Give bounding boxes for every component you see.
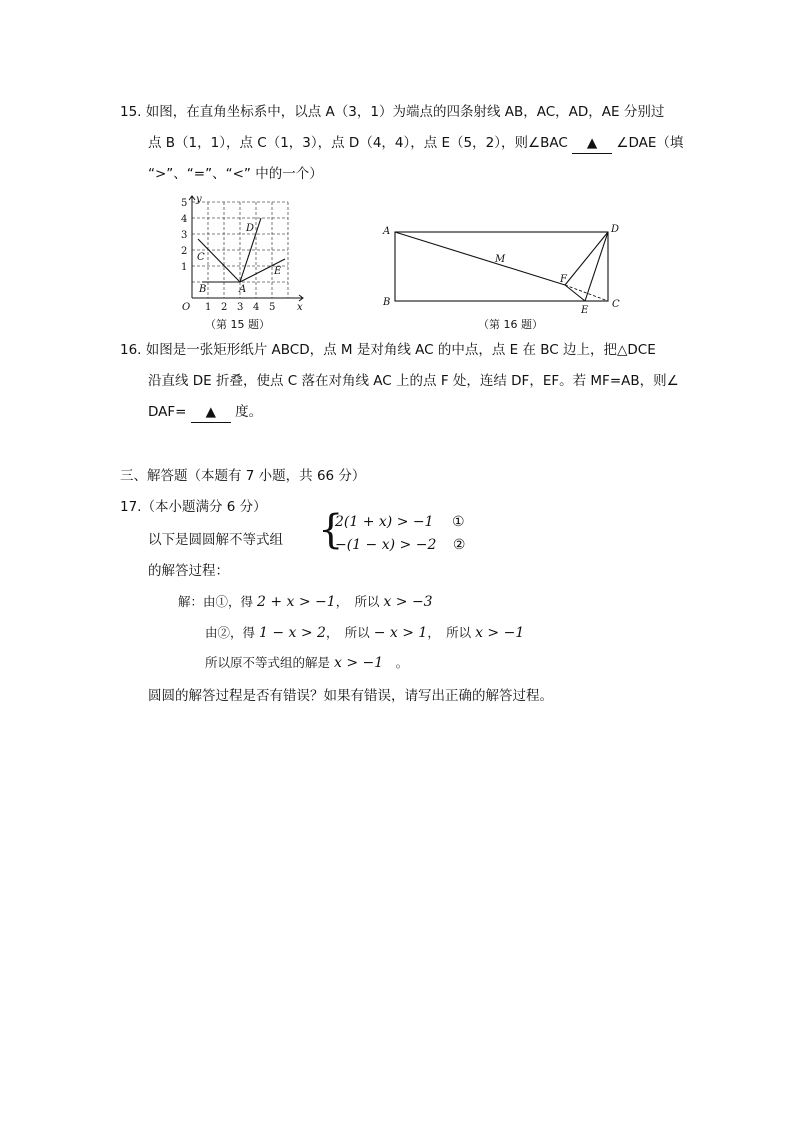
q17-inequality-2 (335, 535, 465, 555)
fig15-y-tick-4: 4 (181, 214, 188, 225)
fig16-point-e: E (581, 305, 589, 316)
sol3-prefix: 所以原不等式组的解是 (205, 655, 334, 670)
sol3-end: 。 (383, 655, 409, 670)
sol1-so: ， 所以 (335, 594, 384, 609)
q17-solution-line1 (178, 592, 433, 612)
fig16-point-c: C (612, 299, 620, 310)
fig15-x-tick-4: 4 (253, 302, 260, 313)
fig15-y-tick-1: 1 (181, 262, 188, 273)
sol1-expr: 2 + x > −1 (256, 594, 336, 610)
fig16-point-a: A (383, 226, 391, 237)
fig15-y-axis-label: y (196, 194, 202, 205)
q15-line3: “>”、“=”、“<” 中的一个） (148, 166, 323, 182)
sol1-result: x > −3 (383, 594, 433, 610)
fig16-point-b: B (383, 297, 391, 308)
q17-heading: 17.（本小题满分 6 分） (120, 499, 267, 515)
fig15-x-tick-5: 5 (269, 302, 276, 313)
fig16-point-f: F (560, 274, 567, 285)
q16-line1: 16. 如图是一张矩形纸片 ABCD，点 M 是对角线 AC 的中点，点 E 在 BC 边上，把△DCE (120, 342, 656, 358)
fig15-point-a: A (239, 284, 247, 295)
fig16-caption: （第 16 题） (478, 318, 543, 331)
fig16-point-d: D (611, 224, 620, 235)
fig15-x-axis-label: x (297, 302, 303, 313)
q16-line3-end: 度。 (235, 404, 263, 420)
q15-line1: 15. 如图，在直角坐标系中，以点 A（3，1）为端点的四条射线 AB，AC，AD，AE 分别过 (120, 104, 665, 120)
section-heading: 三、解答题（本题有 7 小题，共 66 分） (120, 468, 366, 484)
sol2-so2: ， 所以 (427, 625, 476, 640)
fig16-point-m: M (495, 254, 506, 265)
fig15-y-tick-3: 3 (181, 230, 188, 241)
q16-line2: 沿直线 DE 折叠，使点 C 落在对角线 AC 上的点 F 处，连结 DF，EF。若 MF=AB，则∠ (148, 373, 679, 389)
fig15-x-tick-2: 2 (221, 302, 228, 313)
sol1-prefix: 解：由①，得 (178, 594, 257, 609)
figure-16-rectangle-fold (378, 218, 628, 334)
inequality-1-text: 2(1 + x) > −1 (335, 514, 434, 530)
figure-15-coordinate-grid (175, 192, 315, 334)
sol3-result: x > −1 (333, 655, 384, 671)
fig15-point-c: C (197, 252, 205, 263)
fig15-x-tick-1: 1 (205, 302, 212, 313)
q16-answer-blank: ▲ (191, 402, 231, 423)
inequality-2-text: −(1 − x) > −2 (335, 537, 437, 553)
inequality-1-mark: ① (452, 514, 465, 530)
fig15-caption: （第 15 题） (205, 318, 270, 331)
inequality-2-mark: ② (452, 537, 466, 553)
system-brace: { (318, 507, 344, 553)
q17-inequality-1 (335, 512, 465, 532)
q15-line2-text: 点 B（1，1），点 C（1，3），点 D（4，4），点 E（5，2），则∠BAC (148, 135, 568, 151)
q15-answer-blank: ▲ (572, 133, 612, 154)
fig15-point-d: D (246, 223, 255, 234)
sol2-expr: 1 − x > 2 (258, 625, 326, 641)
q17-question: 圆圆的解答过程是否有错误？如果有错误，请写出正确的解答过程。 (148, 688, 553, 704)
fig15-origin-label: O (182, 302, 191, 313)
fig15-x-tick-3: 3 (237, 302, 244, 313)
q16-line3 (148, 402, 262, 423)
fig15-y-tick-5: 5 (181, 198, 188, 209)
sol2-prefix: 由②，得 (205, 625, 259, 640)
q15-line2 (148, 133, 683, 154)
fig15-y-tick-2: 2 (181, 246, 188, 257)
fig15-point-e: E (274, 266, 282, 277)
q16-line3-text: DAF= (148, 404, 187, 420)
q15-line2-end: ∠DAE（填 (616, 135, 684, 151)
sol2-mid: − x > 1 (373, 625, 428, 641)
q17-solution-line3 (205, 653, 408, 673)
q17-solution-line2 (205, 623, 524, 643)
sol2-result: x > −1 (475, 625, 525, 641)
q17-intro: 以下是圆圆解不等式组 (148, 532, 283, 548)
sol2-so: ， 所以 (325, 625, 374, 640)
q17-intro2: 的解答过程： (148, 563, 229, 579)
fig15-point-b: B (199, 284, 207, 295)
